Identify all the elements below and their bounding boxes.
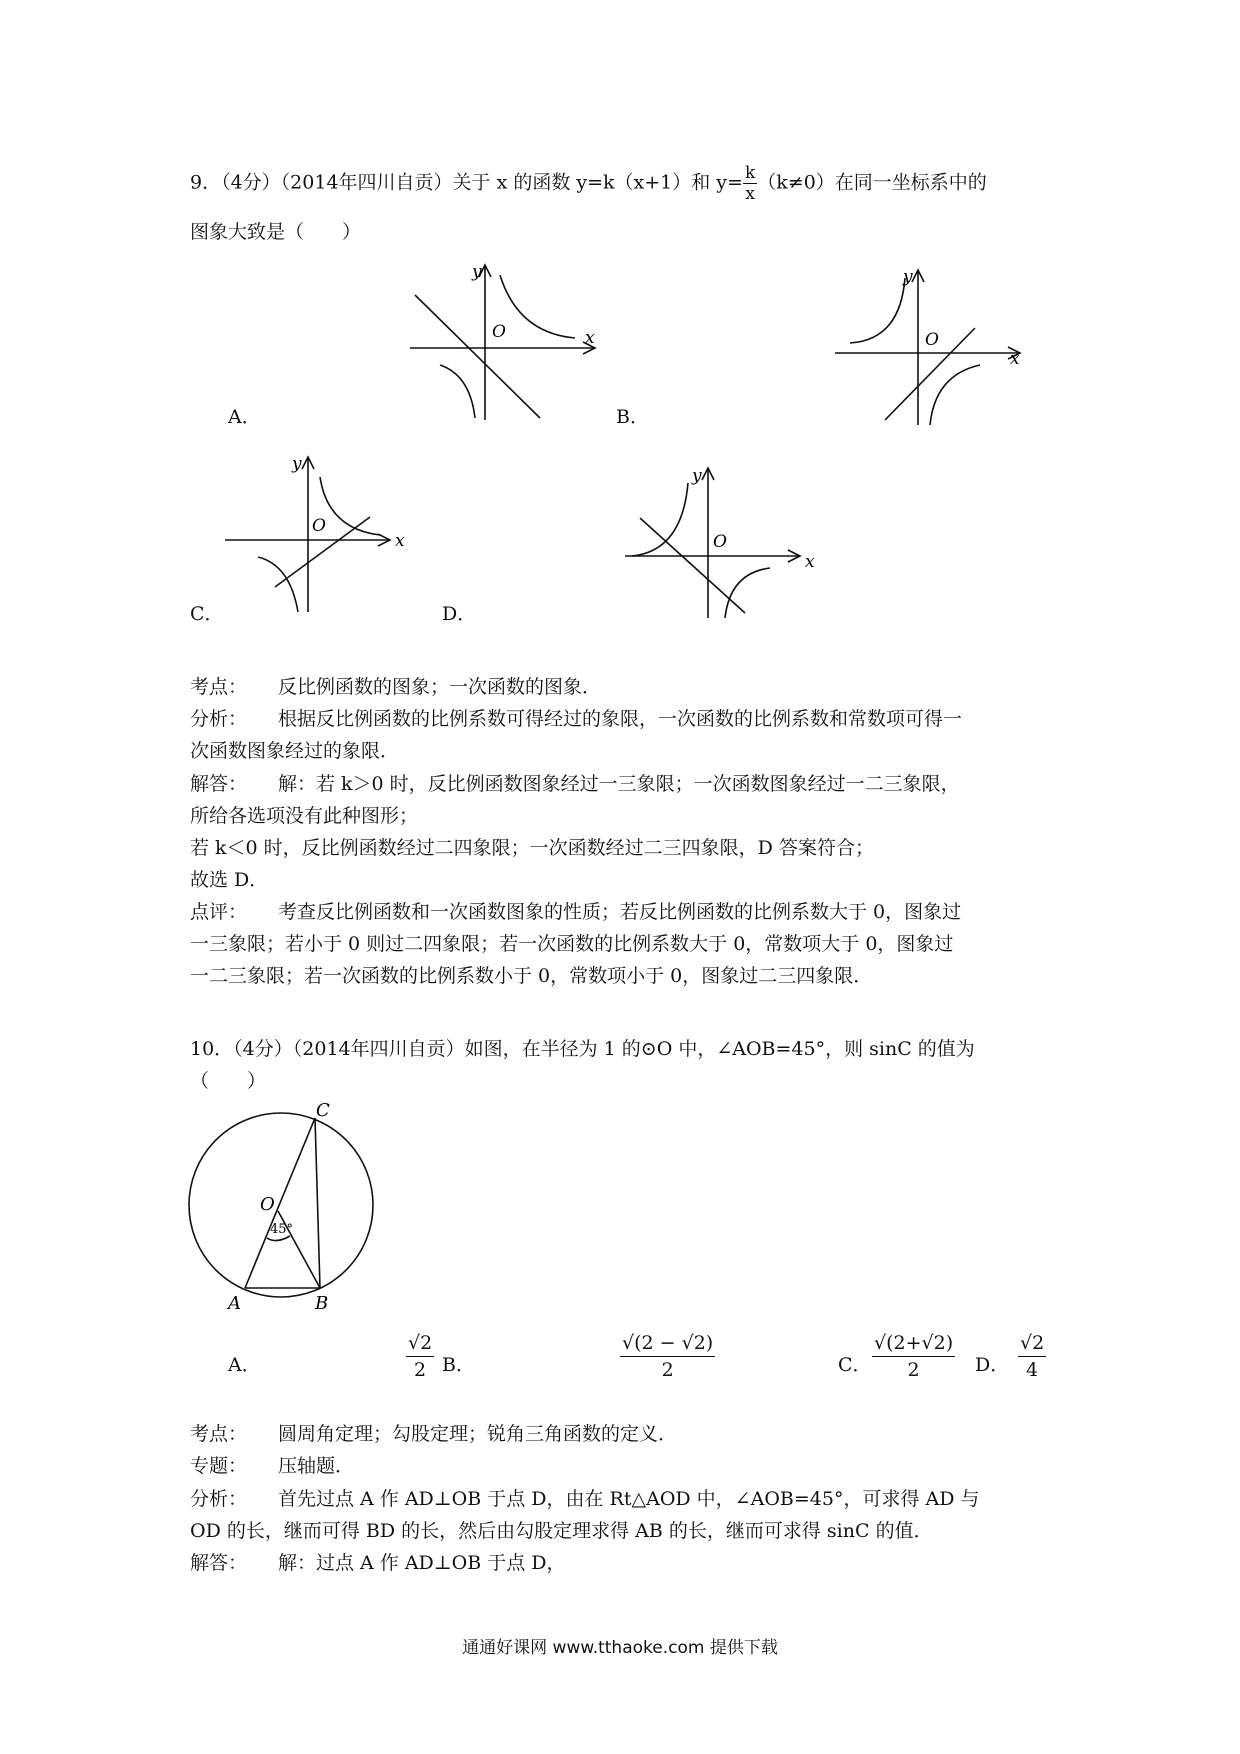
fenxi-text-1: 首先过点 A 作 AD⊥OB 于点 D，由在 Rt△AOD 中，∠AOB=45°，可求得 AD 与: [278, 1488, 980, 1510]
q10-c-den: 2: [907, 1359, 920, 1381]
q9-jieda-4: 故选 D．: [190, 869, 269, 891]
q9-dianping-2: 一三象限；若小于 0 则过二四象限；若一次函数的比例系数大于 0，常数项大于 0，图象过: [190, 933, 954, 955]
hyperbola-q4: [725, 568, 770, 618]
y-label: y: [472, 262, 482, 282]
kaodian-text: 反比例函数的图象；一次函数的图象．: [278, 676, 602, 698]
q10-circle-figure: [180, 1098, 380, 1318]
q9-kaodian: [190, 672, 601, 702]
fenxi-label: 分析：: [190, 708, 248, 730]
origin-label: O: [713, 532, 727, 552]
label-c: C: [316, 1100, 330, 1121]
hyperbola-q4: [930, 365, 980, 425]
segment-cb: [315, 1118, 320, 1288]
q10-b-den: 2: [661, 1359, 674, 1381]
hyperbola-q2: [632, 483, 688, 556]
q9-option-b[interactable]: B．: [616, 406, 649, 428]
hyperbola-q3: [440, 365, 475, 418]
q10-option-d[interactable]: D．: [975, 1354, 1010, 1376]
segment-ca: [245, 1118, 315, 1288]
q9-fraction: [743, 163, 757, 204]
page-footer: 通通好课网 www.tthaoke.com 提供下载: [462, 1638, 778, 1658]
q9-graph-b: [830, 260, 1030, 435]
q10-stem-1: 10．（4分）（2014年四川自贡）如图，在半径为 1 的⊙O 中，∠AOB=45°，则 sinC 的值为: [190, 1038, 975, 1060]
q9-frac-den: x: [745, 184, 755, 204]
q9-dianping-1: [190, 897, 961, 927]
hyperbola-q1: [320, 477, 380, 535]
q10-option-c[interactable]: C．: [838, 1354, 872, 1376]
label-angle: 45°: [270, 1222, 294, 1237]
q10-a-num: √2: [406, 1330, 434, 1357]
q10-d-den: 4: [1026, 1359, 1039, 1381]
zhuanti-label: 专题：: [190, 1455, 248, 1477]
q9-option-d[interactable]: D．: [442, 603, 477, 625]
fenxi-label: 分析：: [190, 1488, 248, 1510]
q9-stem-line2: 图象大致是（ ）: [190, 221, 362, 243]
q10-fenxi-1: [190, 1484, 980, 1514]
q9-graph-a: [400, 255, 600, 430]
kaodian-text: 圆周角定理；勾股定理；锐角三角函数的定义．: [278, 1423, 678, 1445]
fenxi-text-1: 根据反比例函数的比例系数可得经过的象限，一次函数的比例系数和常数项可得一: [278, 708, 963, 730]
q9-jieda-1: [190, 769, 960, 799]
kaodian-label: 考点：: [190, 676, 248, 698]
q9-dianping-3: 一二三象限；若一次函数的比例系数小于 0，常数项小于 0，图象过二三四象限．: [190, 965, 873, 987]
dianping-text-1: 考查反比例函数和一次函数图象的性质；若反比例函数的比例系数大于 0，图象过: [278, 901, 962, 923]
q9-graph-d: [620, 463, 820, 623]
x-label: x: [395, 531, 405, 551]
jieda-text-1: 解：若 k＞0 时，反比例函数图象经过一三象限；一次函数图象经过一二三象限，: [278, 773, 960, 795]
label-o: O: [260, 1194, 275, 1215]
q10-option-c-fraction: [872, 1330, 955, 1383]
q10-option-a-fraction: [406, 1330, 434, 1383]
q9-stem-line1: [190, 163, 987, 204]
q9-option-a[interactable]: A．: [228, 406, 261, 428]
q9-option-c[interactable]: C．: [190, 603, 224, 625]
q10-jieda-1: [190, 1548, 566, 1578]
q10-option-d-fraction: [1018, 1330, 1046, 1383]
circle-o: [189, 1113, 373, 1297]
q10-fenxi-2: OD 的长，继而可得 BD 的长，然后由勾股定理求得 AB 的长，继而可求得 sinC 的值．: [190, 1520, 933, 1542]
q9-frac-num: k: [744, 163, 756, 183]
q9-stem-pre: 9．（4分）（2014年四川自贡）关于 x 的函数 y=k（x+1）和 y=: [190, 171, 743, 194]
q10-kaodian: [190, 1419, 677, 1449]
hyperbola-q2: [850, 278, 905, 343]
q10-option-a[interactable]: A．: [228, 1354, 261, 1376]
q9-fenxi-1: [190, 704, 962, 734]
dianping-label: 点评：: [190, 901, 248, 923]
q9-jieda-2: 所给各选项没有此种图形；: [190, 805, 419, 827]
y-label: y: [692, 466, 702, 486]
jieda-label: 解答：: [190, 1552, 248, 1574]
kaodian-label: 考点：: [190, 1423, 248, 1445]
q10-option-b-fraction: [620, 1330, 715, 1383]
q9-jieda-3: 若 k＜0 时，反比例函数经过二四象限；一次函数经过二三四象限，D 答案符合；: [190, 837, 874, 859]
x-label: x: [585, 328, 595, 348]
q10-d-num: √2: [1018, 1330, 1046, 1357]
q10-zhuanti: [190, 1451, 354, 1481]
jieda-label: 解答：: [190, 773, 248, 795]
x-label: x: [805, 552, 815, 572]
q10-option-b[interactable]: B．: [442, 1354, 475, 1376]
label-a: A: [228, 1293, 241, 1314]
q10-b-num: √(2 − √2): [620, 1330, 715, 1357]
origin-label: O: [492, 322, 506, 342]
origin-label: O: [925, 330, 939, 350]
y-label: y: [903, 267, 913, 287]
x-label: x: [1010, 349, 1020, 369]
q10-stem-2: （ ）: [190, 1070, 267, 1092]
y-label: y: [292, 454, 302, 474]
q9-fenxi-2: 次函数图象经过的象限．: [190, 740, 400, 762]
jieda-text-1: 解：过点 A 作 AD⊥OB 于点 D，: [278, 1552, 566, 1574]
hyperbola-q1: [500, 275, 575, 338]
label-b: B: [315, 1293, 329, 1314]
q9-stem-post: （k≠0）在同一坐标系中的: [757, 171, 987, 194]
origin-label: O: [312, 516, 326, 536]
zhuanti-text: 压轴题．: [278, 1455, 355, 1477]
q10-c-num: √(2+√2): [872, 1330, 955, 1357]
q9-graph-c: [220, 447, 420, 617]
q10-a-den: 2: [414, 1359, 427, 1381]
